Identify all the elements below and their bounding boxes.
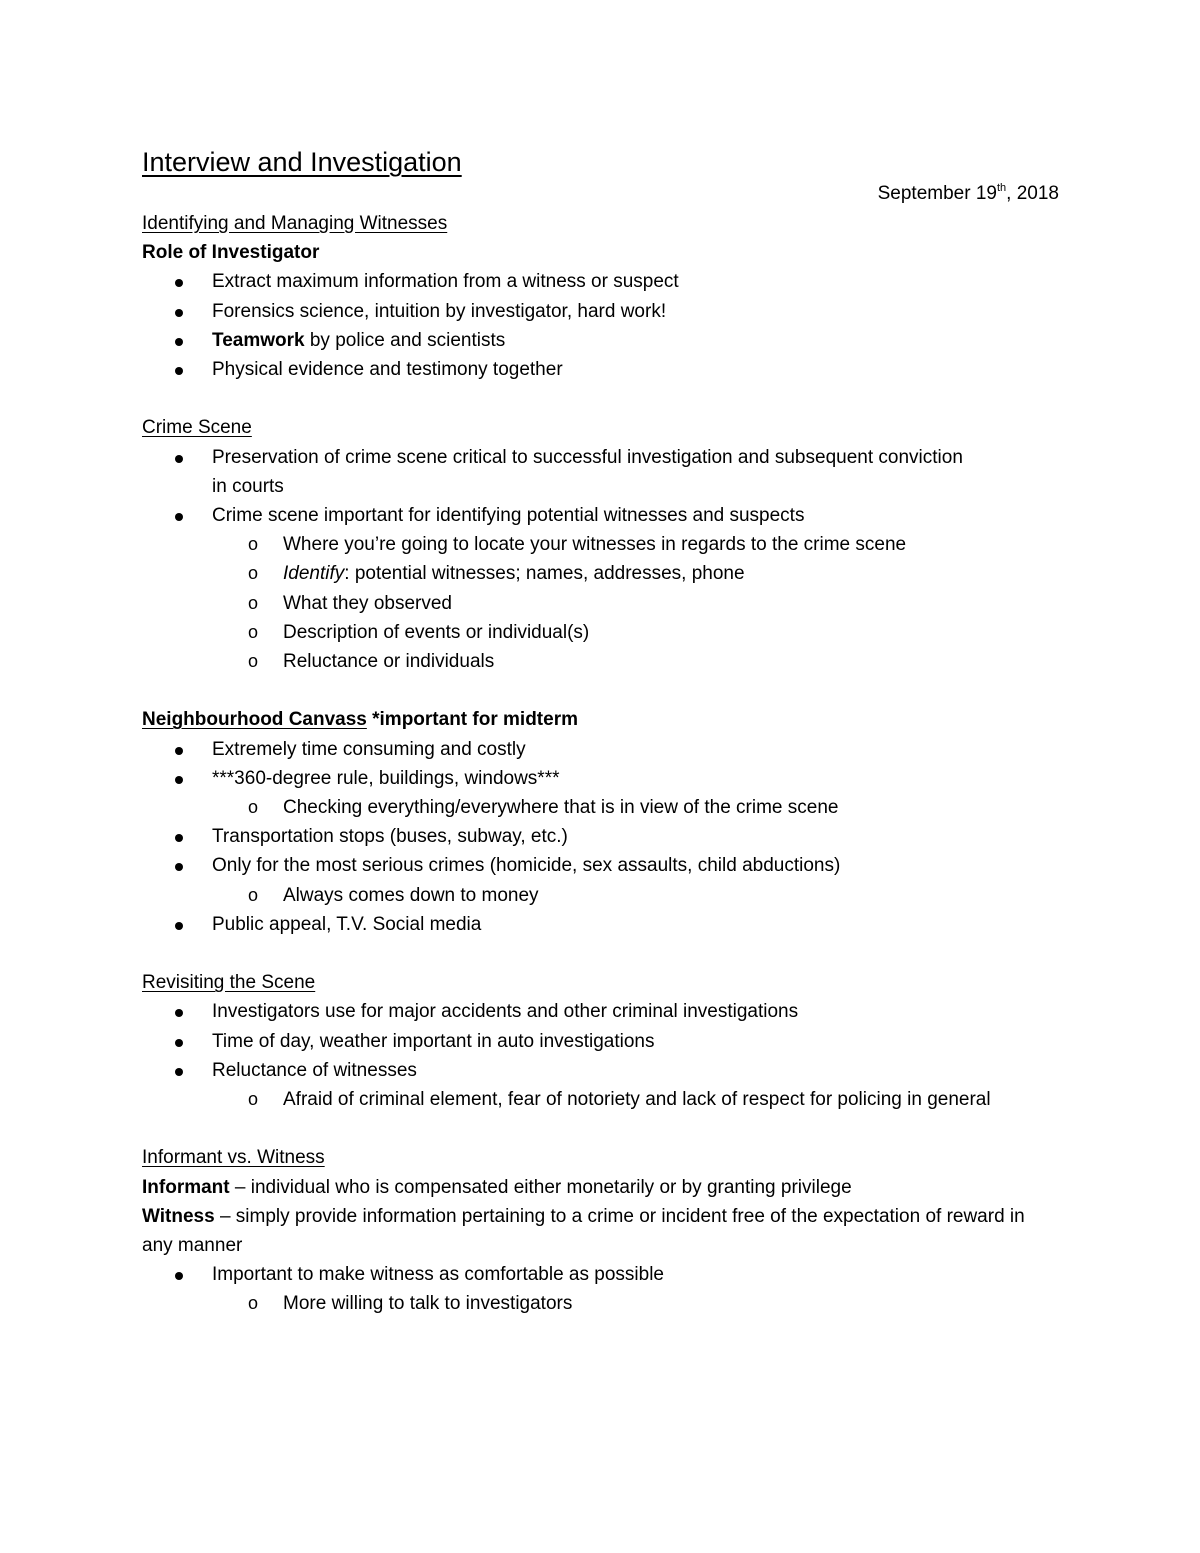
witness-definition: – simply provide information pertaining to a crime or incident free of the expectation of reward in any manner <box>142 1205 1025 1257</box>
spacer <box>142 676 1062 705</box>
informant-definition: – individual who is compensated either monetarily or by granting privilege <box>229 1176 852 1198</box>
sub-list-item: o What they observed <box>142 589 1062 618</box>
midterm-note: *important for midterm <box>366 709 578 731</box>
list-item: Important to make witness as comfortable as possible <box>142 1260 1062 1289</box>
teamwork-text: by police and scientists <box>304 329 506 351</box>
sub-list-item: o Reluctance or individuals <box>142 647 1062 676</box>
list-item: Forensics science, intuition by investigator, hard work! <box>142 297 1062 326</box>
sub-list-item: o Always comes down to money <box>142 881 1062 910</box>
list-item: Preservation of crime scene critical to successful investigation and subsequent conviction in courts <box>142 443 972 501</box>
document-body <box>142 209 1062 1319</box>
list-item: ***360-degree rule, buildings, windows*** <box>142 764 1062 793</box>
section-heading-row <box>142 705 1062 734</box>
list-item: Only for the most serious crimes (homicide, sex assaults, child abductions) <box>142 851 1062 880</box>
list-item: Public appeal, T.V. Social media <box>142 910 1062 939</box>
identify-term: Identify <box>283 563 345 585</box>
list-item: Reluctance of witnesses <box>142 1056 1062 1085</box>
document-title: Interview and Investigation <box>142 147 462 177</box>
list-item <box>142 326 1062 355</box>
spacer <box>142 384 1062 413</box>
sub-list-item: o Checking everything/everywhere that is in view of the crime scene <box>142 793 1062 822</box>
spacer <box>142 1114 1062 1143</box>
list-item: Investigators use for major accidents and other criminal investigations <box>142 997 1062 1026</box>
sub-list-item: o Afraid of criminal element, fear of notoriety and lack of respect for policing in general <box>142 1085 1043 1114</box>
sub-list-item: o Description of events or individual(s) <box>142 618 1062 647</box>
sub-list-item <box>142 559 1062 588</box>
informant-term: Informant <box>142 1176 230 1198</box>
section-heading-informant: Informant vs. Witness <box>142 1147 325 1169</box>
list-item: Transportation stops (buses, subway, etc.) <box>142 822 1062 851</box>
date-superscript: th <box>996 182 1007 194</box>
section-heading-crime-scene: Crime Scene <box>142 417 252 439</box>
list-item: Extract maximum information from a witness or suspect <box>142 267 1062 296</box>
section-heading-revisiting: Revisiting the Scene <box>142 972 316 994</box>
list-item: Physical evidence and testimony together <box>142 355 1062 384</box>
teamwork-term: Teamwork <box>212 329 305 351</box>
date-prefix: September 19 <box>877 183 997 204</box>
subheading-role-of-investigator: Role of Investigator <box>142 242 320 264</box>
definition-witness <box>142 1202 1042 1260</box>
section-heading-witnesses: Identifying and Managing Witnesses <box>142 213 448 234</box>
list-item: Extremely time consuming and costly <box>142 735 1062 764</box>
document-date <box>878 180 1059 208</box>
list-item: Crime scene important for identifying potential witnesses and suspects <box>142 501 1062 530</box>
definition-informant <box>142 1173 1062 1202</box>
identify-text: : potential witnesses; names, addresses, phone <box>344 563 745 585</box>
spacer <box>142 939 1062 968</box>
date-suffix: , 2018 <box>1006 183 1059 204</box>
sub-list-item: o More willing to talk to investigators <box>142 1289 1062 1318</box>
section-heading-canvass: Neighbourhood Canvass <box>142 709 367 731</box>
sub-list-item: o Where you’re going to locate your witnesses in regards to the crime scene <box>142 530 1062 559</box>
list-item: Time of day, weather important in auto investigations <box>142 1027 1062 1056</box>
witness-term: Witness <box>142 1205 215 1227</box>
